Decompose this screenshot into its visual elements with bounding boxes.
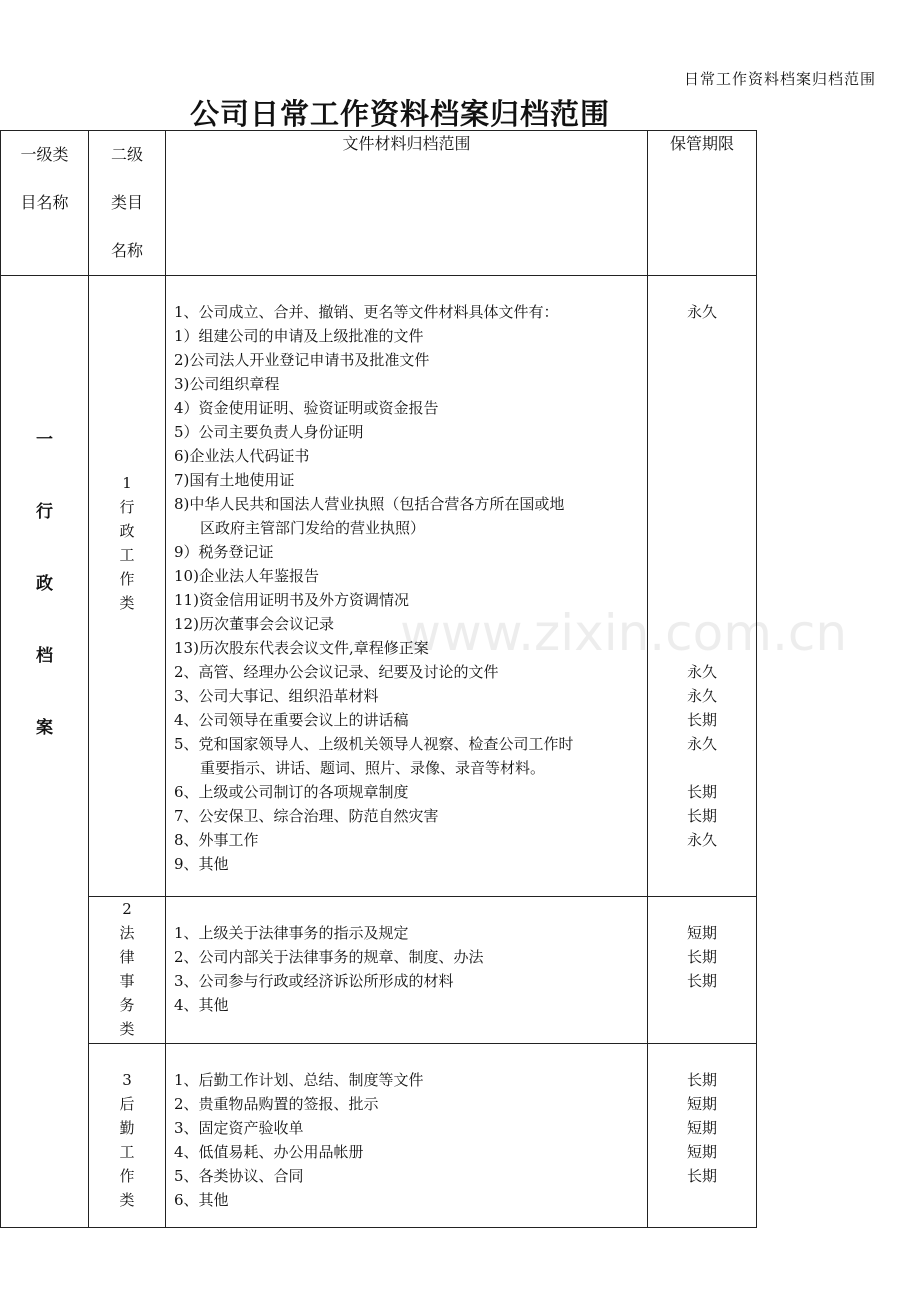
header-text: 名称 xyxy=(110,241,143,260)
level2-category-char: 行 xyxy=(119,498,135,516)
header-text: 目名称 xyxy=(20,193,69,212)
level2-category-char: 类 xyxy=(119,1191,135,1209)
archive-item: 5、各类协议、合同 xyxy=(174,1167,304,1185)
level1-category-char: 案 xyxy=(36,718,53,738)
archive-item: 7、公安保卫、综合治理、防范自然灾害 xyxy=(174,807,439,825)
level2-category-number: 2 xyxy=(122,900,132,918)
section-row xyxy=(1,276,757,897)
retention-value xyxy=(648,588,756,612)
retention-value xyxy=(648,636,756,660)
retention-value: 长期 xyxy=(686,711,717,729)
header-text: 二级 xyxy=(110,145,143,164)
retention-value: 短期 xyxy=(686,1119,717,1137)
header-archive-scope: 文件材料归档范围 xyxy=(166,131,648,276)
archive-item: 9）税务登记证 xyxy=(174,543,274,561)
retention-value xyxy=(648,492,756,516)
archive-scope-table xyxy=(0,130,757,1228)
retention-cell xyxy=(648,276,757,897)
level2-category-char: 类 xyxy=(119,1020,135,1038)
level1-category-char: 政 xyxy=(36,574,53,594)
archive-item: 6)企业法人代码证书 xyxy=(174,447,310,465)
header-level1-category xyxy=(1,131,89,276)
retention-value xyxy=(648,420,756,444)
page-title: 公司日常工作资料档案归档范围 xyxy=(189,97,610,131)
header-level2-category xyxy=(89,131,166,276)
retention-value xyxy=(648,372,756,396)
level2-category-char: 类 xyxy=(119,594,135,612)
level2-category-char: 事 xyxy=(119,972,135,990)
retention-value: 永久 xyxy=(686,687,717,705)
retention-value: 长期 xyxy=(686,972,717,990)
archive-item: 9、其他 xyxy=(174,855,229,873)
retention-value: 永久 xyxy=(686,663,717,681)
level2-category-char: 作 xyxy=(119,1167,135,1185)
retention-value xyxy=(648,612,756,636)
retention-value xyxy=(648,396,756,420)
level1-category-char: 档 xyxy=(36,646,53,666)
running-header: 日常工作资料档案归档范围 xyxy=(683,70,876,88)
retention-value: 永久 xyxy=(686,831,717,849)
archive-item: 3)公司组织章程 xyxy=(174,375,280,393)
archive-item: 5、党和国家领导人、上级机关领导人视察、检查公司工作时 xyxy=(174,735,574,753)
retention-value: 短期 xyxy=(686,1095,717,1113)
archive-item: 2、贵重物品购置的签报、批示 xyxy=(174,1095,379,1113)
retention-value: 长期 xyxy=(686,783,717,801)
retention-value xyxy=(648,852,756,876)
retention-value xyxy=(648,468,756,492)
archive-item: 重要指示、讲话、题词、照片、录像、录音等材料。 xyxy=(200,759,546,777)
retention-value: 永久 xyxy=(686,735,717,753)
archive-item: 4、其他 xyxy=(174,996,229,1014)
archive-item: 8)中华人民共和国法人营业执照（包括合营各方所在国或地 xyxy=(174,495,565,513)
archive-item: 1）组建公司的申请及上级批准的文件 xyxy=(174,327,424,345)
level2-category-char: 勤 xyxy=(119,1119,135,1137)
level2-category-char: 工 xyxy=(119,546,135,564)
retention-value xyxy=(648,540,756,564)
retention-value xyxy=(648,993,756,1017)
retention-value: 长期 xyxy=(686,1167,717,1185)
archive-item: 12)历次董事会会议记录 xyxy=(174,615,334,633)
section-row xyxy=(1,1044,757,1228)
archive-item: 2、公司内部关于法律事务的规章、制度、办法 xyxy=(174,948,484,966)
retention-value: 长期 xyxy=(686,948,717,966)
retention-value xyxy=(648,444,756,468)
header-retention-period: 保管期限 xyxy=(648,131,757,276)
retention-value xyxy=(648,756,756,780)
level2-category-char: 作 xyxy=(119,570,135,588)
archive-item: 8、外事工作 xyxy=(174,831,259,849)
level1-category-char: 行 xyxy=(36,502,53,522)
archive-item: 区政府主管部门发给的营业执照） xyxy=(200,519,426,537)
archive-item: 6、其他 xyxy=(174,1191,229,1209)
retention-value xyxy=(648,1188,756,1212)
archive-item: 11)资金信用证明书及外方资调情况 xyxy=(174,591,409,609)
level2-category-cell xyxy=(89,897,166,1044)
section-row xyxy=(1,897,757,1044)
archive-item: 10)企业法人年鉴报告 xyxy=(174,567,319,585)
level2-category-char: 后 xyxy=(119,1095,135,1113)
retention-value: 短期 xyxy=(686,1143,717,1161)
watermark: www.zixin.com.cn xyxy=(400,604,848,662)
archive-item: 3、固定资产验收单 xyxy=(174,1119,304,1137)
retention-value xyxy=(648,516,756,540)
retention-value xyxy=(648,324,756,348)
archive-item: 7)国有土地使用证 xyxy=(174,471,295,489)
level2-category-char: 政 xyxy=(119,522,135,540)
level2-category-cell xyxy=(89,1044,166,1228)
retention-cell xyxy=(648,1044,757,1228)
archive-item: 4、低值易耗、办公用品帐册 xyxy=(174,1143,364,1161)
archive-item: 4）资金使用证明、验资证明或资金报告 xyxy=(174,399,439,417)
retention-value: 长期 xyxy=(686,807,717,825)
archive-item: 1、后勤工作计划、总结、制度等文件 xyxy=(174,1071,424,1089)
table-header-row xyxy=(1,131,757,276)
level2-category-number: 1 xyxy=(122,474,132,492)
level2-category-char: 法 xyxy=(119,924,135,942)
archive-item: 2)公司法人开业登记申请书及批准文件 xyxy=(174,351,430,369)
retention-value: 长期 xyxy=(686,1071,717,1089)
level2-category-char: 务 xyxy=(119,996,135,1014)
archive-item: 1、公司成立、合并、撤销、更名等文件材料具体文件有： xyxy=(174,303,559,321)
archive-item: 13)历次股东代表会议文件,章程修正案 xyxy=(174,639,429,657)
archive-item: 1、上级关于法律事务的指示及规定 xyxy=(174,924,409,942)
level1-category-char: 一 xyxy=(36,430,53,450)
level1-category-cell xyxy=(1,276,89,1228)
archive-item: 2、高管、经理办公会议记录、纪要及讨论的文件 xyxy=(174,663,499,681)
retention-value xyxy=(648,348,756,372)
archive-scope-cell xyxy=(166,897,648,1044)
level2-category-number: 3 xyxy=(122,1071,132,1089)
header-text: 类目 xyxy=(110,193,143,212)
archive-item: 6、上级或公司制订的各项规章制度 xyxy=(174,783,409,801)
archive-item: 3、公司参与行政或经济诉讼所形成的材料 xyxy=(174,972,454,990)
archive-scope-cell xyxy=(166,1044,648,1228)
archive-item: 3、公司大事记、组织沿革材料 xyxy=(174,687,379,705)
header-text: 一级类 xyxy=(20,145,69,164)
level2-category-cell xyxy=(89,276,166,897)
archive-item: 5）公司主要负责人身份证明 xyxy=(174,423,364,441)
archive-item: 4、公司领导在重要会议上的讲话稿 xyxy=(174,711,409,729)
retention-value: 短期 xyxy=(686,924,717,942)
level2-category-char: 工 xyxy=(119,1143,135,1161)
archive-scope-cell xyxy=(166,276,648,897)
level2-category-char: 律 xyxy=(119,948,135,966)
retention-cell xyxy=(648,897,757,1044)
retention-value xyxy=(648,564,756,588)
retention-value: 永久 xyxy=(686,303,717,321)
